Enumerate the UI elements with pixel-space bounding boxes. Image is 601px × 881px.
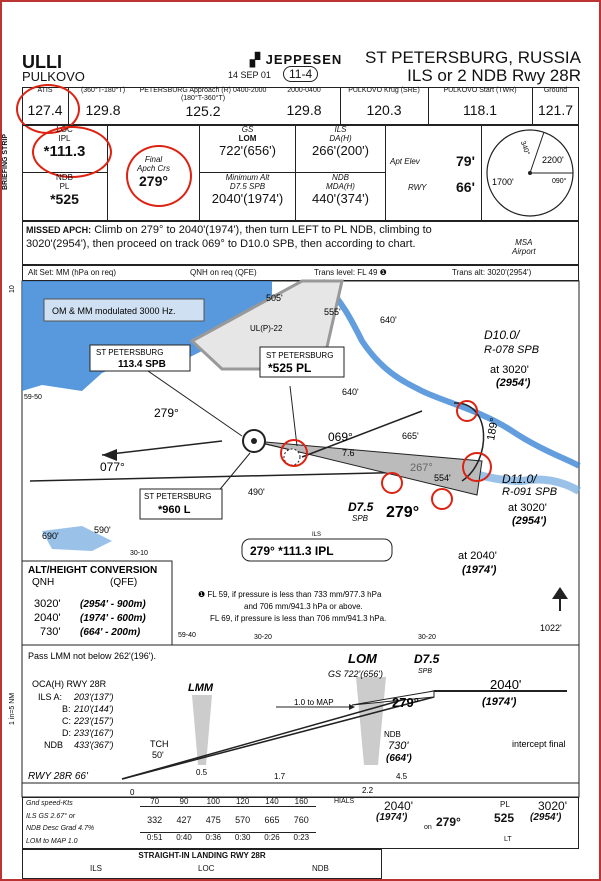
crs-279-b: 279° [386, 504, 420, 521]
profile-alt-1974: (1974') [482, 696, 517, 708]
time-3: 0:30 [234, 833, 251, 842]
oca-row3-label: C: [62, 716, 71, 726]
speed-2: 100 [206, 797, 220, 806]
d75-label: D7.5 [348, 500, 374, 514]
ndb-mda-value: 440'(374') [311, 191, 369, 206]
chart-date: 14 SEP 01 [228, 70, 271, 80]
footer-title: STRAIGHT-IN LANDING RWY 28R [138, 851, 266, 860]
conv-row3-qnh: 730' [40, 626, 61, 638]
jeppesen-logo-icon: ▞ [250, 52, 266, 67]
box-1974: (1974') [376, 812, 408, 823]
tch-val: 50' [152, 750, 164, 760]
trans-level: Trans level: FL 49 ❶ [314, 268, 387, 277]
airport-code: ULLI [22, 52, 62, 72]
rate-4: 665 [264, 815, 280, 825]
ndb2-freq: *960 L [158, 504, 191, 516]
msa-diagram [482, 125, 579, 221]
apt-elev-label: Apt Elev [390, 157, 420, 166]
final-crs-label2: Apch Crs [137, 164, 170, 173]
speed-3: 120 [235, 797, 250, 806]
city: ST PETERSBURG, RUSSIA [364, 48, 581, 67]
d10-label: D10.0/ [484, 328, 520, 342]
elev-cell [386, 125, 482, 221]
lom-label: LOM [348, 651, 377, 666]
ndb-mda-cell [296, 173, 386, 221]
conv-row1-qfe: (2954' - 900m) [80, 599, 146, 610]
d10-alt: (2954') [496, 377, 531, 389]
d11-alt: (2954') [512, 515, 547, 527]
vor-label: ST PETERSBURG [96, 348, 164, 357]
footer-ils: ILS [90, 864, 103, 873]
ndb-alt: 730' [388, 740, 409, 752]
rate-1: 427 [176, 815, 192, 825]
missed-apch-label: MISSED APCH: [26, 225, 92, 235]
oca-row1-val: 203'(137') [74, 692, 114, 702]
trans-alt: Trans alt: 3020'(2954') [452, 268, 532, 277]
freq-label-2: PETERSBURG Approach (R) 0400-2000 (180°T-360°T) [139, 87, 267, 102]
freq-value-1: 129.8 [85, 102, 121, 118]
intercept-label: intercept final [512, 739, 566, 749]
footer-ndb: NDB [312, 864, 329, 873]
freq-label-4: PULKOVO Krug (SRE) [348, 87, 420, 94]
min-alt-fix: D7.5 SPB [229, 182, 266, 191]
time-0: 0:51 [146, 833, 163, 842]
msa-1700: 1700' [492, 177, 514, 187]
elev-505: 505' [266, 293, 283, 303]
annotation-circle-final-crs [126, 145, 192, 207]
box-279: 279° [436, 815, 461, 829]
speed-0: 70 [150, 797, 160, 806]
speed-5: 160 [294, 797, 308, 806]
hials-label: HIALS [334, 798, 355, 805]
ndb-alt-h: (664') [386, 753, 412, 764]
fl-note1: ❶ FL 59, if pressure is less than 733 mm/977.3 hPa [198, 590, 382, 599]
freq-label-5: PULKOVO Start (TWR) [443, 87, 517, 94]
conv-qnh: QNH [32, 577, 55, 588]
loc-freq: *111.3 [43, 143, 86, 160]
oca-row1-label: ILS A: [38, 692, 63, 702]
lmm-note: Pass LMM not below 262'(196'). [28, 651, 156, 661]
grid-5950: 59-50 [24, 394, 42, 401]
d11-at: at 3020' [508, 502, 547, 514]
speed-1: 90 [179, 797, 189, 806]
profile-rwy: RWY 28R 66' [28, 771, 88, 782]
box-2954: (2954') [530, 812, 562, 823]
ils-box: 279° *111.3 IPL [250, 544, 334, 558]
vor-freq: 113.4 SPB [118, 359, 166, 370]
speed-4: 140 [265, 797, 279, 806]
annotation-circle-loc [32, 126, 112, 178]
oca-row3-val: 223'(157') [74, 716, 114, 726]
grid-3010: 30-10 [130, 550, 148, 557]
crs-267: 267° [410, 462, 433, 474]
d11-label: D11.0/ [502, 472, 537, 486]
ndb2-label: ST PETERSBURG [144, 492, 212, 501]
conv-row2-qnh: 2040' [34, 612, 61, 624]
freq-value-atis: 127.4 [27, 102, 63, 118]
apt-elev-value: 79' [456, 153, 475, 169]
oca-row5-val: 433'(367') [74, 740, 114, 750]
elev-490: 490' [248, 487, 265, 497]
freq-label-1: (360°T-180°T) [80, 87, 126, 94]
elev-1022: 1022' [540, 623, 562, 633]
min-alt-label: Minimum Alt [225, 173, 270, 182]
restricted-label: UL(P)-22 [250, 324, 283, 333]
crs-189: 189° [485, 417, 501, 442]
briefing-strip-label: BRIEFING STRIP [2, 133, 9, 190]
gs-label: GS [241, 125, 254, 134]
dist-45: 4.5 [396, 772, 408, 781]
rate-5: 760 [293, 815, 309, 825]
freq-cells [22, 87, 579, 125]
ndb-mda-label: NDB [332, 173, 349, 182]
elev-665: 665' [402, 431, 419, 441]
min-alt-value: 2040'(1974') [211, 191, 284, 206]
rate-0: 332 [147, 815, 163, 825]
oca-row4-val: 233'(167') [74, 728, 114, 738]
rate-2: 475 [205, 815, 221, 825]
crs-279-a: 279° [154, 406, 179, 420]
ndb-label: NDB [56, 173, 73, 182]
d10-at: at 3020' [490, 364, 529, 376]
elev-555: 555' [324, 307, 341, 317]
profile-side: 1 in=5 NM [9, 692, 16, 725]
plan-view [9, 281, 579, 645]
box-pl: PL [500, 800, 510, 809]
ils-label: ILS [334, 125, 347, 134]
msa-090: 090° [552, 178, 567, 185]
missed-apch [26, 223, 481, 251]
ils-da-cell [296, 125, 386, 173]
ils-box-label: ILS [312, 532, 322, 538]
dist-76: 7.6 [342, 448, 355, 458]
elev-554: 554' [434, 473, 451, 483]
min-alt-cell [200, 173, 296, 221]
freq-value-6: 121.7 [537, 102, 574, 118]
rwy-elev-value: 66' [456, 179, 475, 195]
to-map: 1.0 to MAP [294, 698, 334, 707]
gs-table-values [140, 797, 316, 849]
publisher-logo: ▞ JEPPESEN [250, 52, 343, 67]
time-4: 0:26 [264, 833, 280, 842]
ndb-grad-label: NDB Desc Grad 4.7% [26, 825, 95, 832]
profile-crs: 279° [392, 695, 419, 710]
om-mm-note: OM & MM modulated 3000 Hz. [52, 306, 176, 316]
dist-17: 1.7 [274, 772, 286, 781]
alt-set: Alt Set: MM (hPa on req) [28, 268, 117, 277]
conv-row2-qfe: (1974' - 600m) [80, 613, 146, 624]
ndb-mda-sub: MDA(H) [326, 182, 355, 191]
missed-apch-text: Climb on 279° to 2040'(1974'), then turn LEFT to PL NDB, climbing to 3020'(2954'), then proceed on track 069° to D10.0 SPB, then according to chart. [26, 224, 432, 250]
crs-069: 069° [328, 430, 353, 444]
grid-5940: 59-40 [178, 632, 196, 639]
procedure: ILS or 2 NDB Rwy 28R [407, 66, 581, 85]
box-lt: LT [504, 836, 512, 843]
dist-22: 2.2 [362, 786, 374, 795]
conv-row3-qfe: (664' - 200m) [80, 627, 141, 638]
oca-row5-label: NDB [44, 740, 64, 750]
ndb-freq: *525 [50, 191, 79, 207]
ndb-box-freq: *525 PL [268, 361, 312, 375]
d11-radial: R-091 SPB [502, 486, 558, 498]
grid-10: 10 [9, 285, 16, 293]
ndb-alt-label: NDB [384, 730, 401, 739]
time-2: 0:36 [205, 833, 222, 842]
elev-640a: 640' [380, 315, 397, 325]
crs-077: 077° [100, 460, 125, 474]
gs-cell [200, 125, 296, 173]
elev-590: 590' [94, 525, 111, 535]
freq-value-2: 125.2 [185, 103, 221, 119]
grid-3020b: 30-20 [418, 634, 436, 641]
freq-value-3: 129.8 [286, 102, 322, 118]
conv-title: ALT/HEIGHT CONVERSION [28, 565, 158, 576]
freq-value-5: 118.1 [463, 102, 497, 118]
profile-view [9, 645, 579, 797]
ndb-cell [22, 173, 108, 221]
box-525: 525 [494, 811, 515, 825]
rate-3: 570 [235, 815, 251, 825]
gs-lom: GS 722'(656') [328, 669, 383, 679]
dist-0: 0 [130, 788, 135, 797]
gs-alt: 722'(656') [218, 143, 276, 158]
fl-note3: FL 69, if pressure is less than 706 mm/941.3 hPa. [210, 614, 387, 623]
loc-label: LOC [56, 125, 73, 134]
at-2040-b: (1974') [462, 564, 497, 576]
at-2040: at 2040' [458, 550, 497, 562]
airport-name: PULKOVO [22, 69, 85, 84]
grid-3020a: 30-20 [254, 634, 272, 641]
footer-loc: LOC [198, 864, 215, 873]
d10-radial: R-078 SPB [484, 344, 540, 356]
ndb-ident: PL [59, 182, 70, 191]
oca-row2-val: 210'(144') [74, 704, 114, 714]
gs-fix: LOM [238, 134, 257, 143]
chart-number: 11-4 [283, 66, 318, 82]
tch-label: TCH [150, 739, 169, 749]
conv-qfe: (QFE) [110, 577, 138, 588]
profile-alt-2040: 2040' [490, 677, 522, 692]
freq-label-3: 2000-0400 [287, 87, 321, 94]
ndb-box-label: ST PETERSBURG [266, 351, 334, 360]
elev-690: 690' [42, 531, 59, 541]
msa-340: 340° [518, 140, 531, 157]
box-on: on [424, 824, 432, 831]
time-1: 0:40 [176, 833, 192, 842]
qnh-req: QNH on req (QFE) [190, 268, 257, 277]
d75-spb: SPB [352, 514, 369, 523]
rwy-label: RWY [408, 183, 427, 192]
time-5: 0:23 [293, 833, 310, 842]
oca-row2-label: B: [62, 704, 71, 714]
ils-da-label: DA(H) [329, 134, 352, 143]
profile-d75-spb: SPB [418, 668, 433, 675]
final-crs-value: 279° [139, 173, 168, 189]
box-2040: 2040' [384, 799, 413, 813]
oca-row4-label: D: [62, 728, 71, 738]
ils-da-value: 266'(200') [311, 143, 369, 158]
profile-d75: D7.5 [414, 652, 440, 666]
msa-2200: 2200' [542, 155, 564, 165]
fl-note2: and 706 mm/941.3 hPa or above. [244, 602, 363, 611]
msa-label: MSA Airport [512, 238, 536, 256]
freq-label-6: Ground [543, 87, 568, 94]
box-3020: 3020' [538, 799, 567, 813]
conv-row1-qnh: 3020' [34, 598, 61, 610]
lom-map-label: LOM to MAP 1.0 [26, 838, 78, 845]
freq-value-4: 120.3 [366, 102, 402, 118]
dist-05: 0.5 [196, 768, 208, 777]
lmm-label: LMM [188, 682, 214, 694]
loc-ident: IPL [58, 134, 71, 143]
elev-640b: 640' [342, 387, 359, 397]
final-crs-label1: Final [144, 155, 163, 164]
freq-label-atis: ATIS [37, 87, 53, 94]
ils-gs-label: ILS GS 2.67° or [26, 813, 76, 820]
oca-title: OCA(H) RWY 28R [32, 679, 107, 689]
gs-label: Gnd speed-Kts [26, 800, 73, 807]
